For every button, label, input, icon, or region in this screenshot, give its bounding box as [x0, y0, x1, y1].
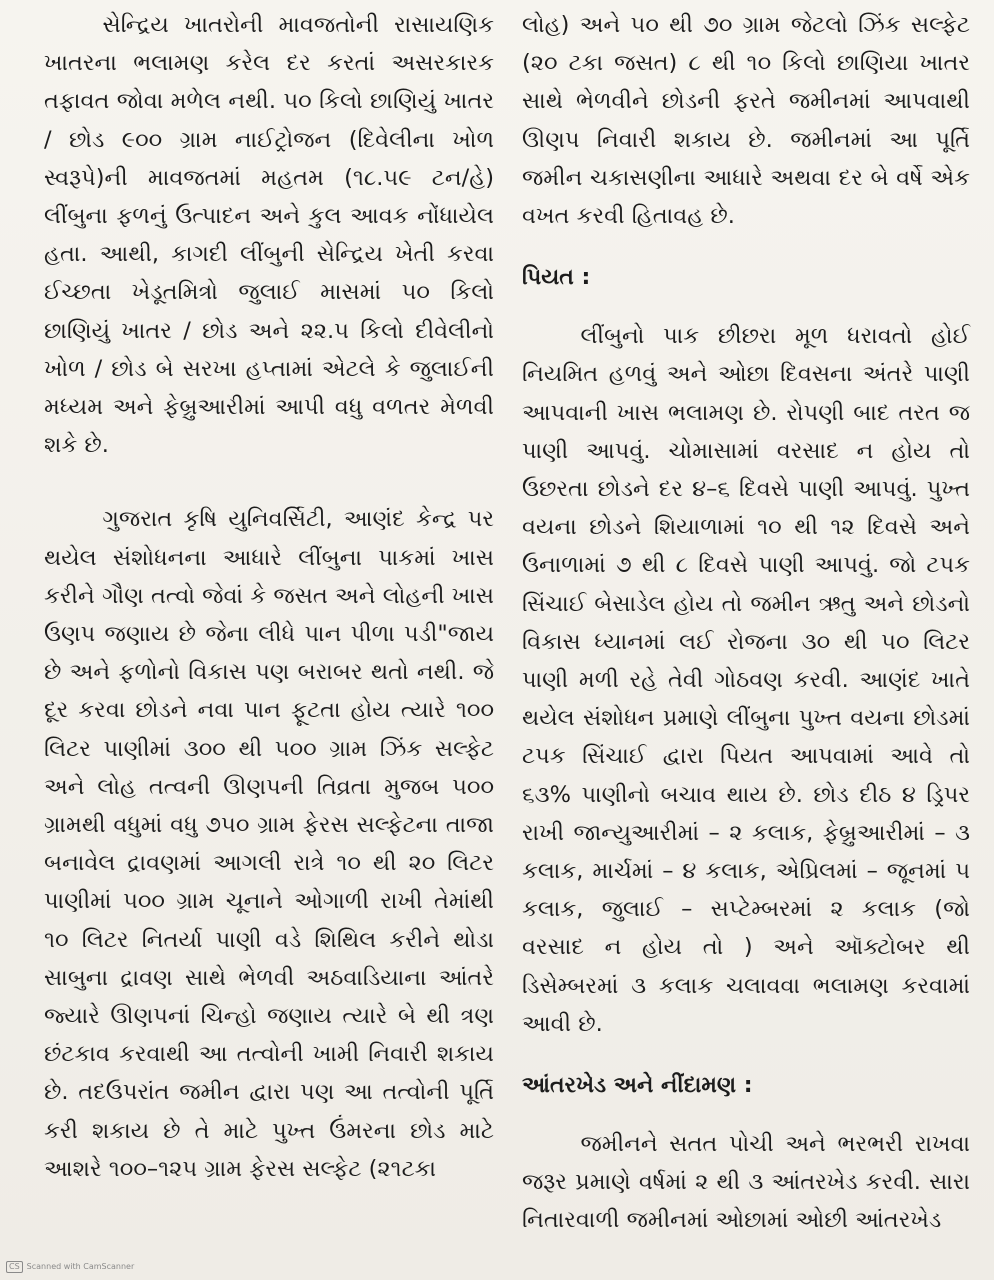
scanner-watermark: [6, 1260, 134, 1274]
right-column: [522, 6, 970, 1240]
right-paragraph-weeding: જમીનને સતત પોચી અને ભરભરી રાખવા જરૂર પ્રમાણે વર્ષમાં ૨ થી ૩ આંતરખેડ કરવી. સારા નિતારવાળી જમીનમાં ઓછામાં ઓછી આંતરખેડ: [522, 1131, 970, 1234]
heading-irrigation: પિયત :: [522, 265, 591, 291]
left-paragraph-micronutrients: ગુજરાત કૃષિ યુનિવર્સિટી, આણંદ કેન્દ્ર પર થયેલ સંશોધનના આધારે લીંબુના પાકમાં ખાસ કરીને ગૌણ તત્વો જેવાં કે જસત અને લોહની ખાસ ઉણપ જણાય છે જેના લીધે પાન પીળા પડી"જાય છે અને ફળોનો વિકાસ પણ બરાબર થતો નથી. જે દૂર કરવા છોડને નવા પાન ફૂટતા હોય ત્યારે ૧૦૦ લિટર પાણીમાં ૩૦૦ થી ૫૦૦ ગ્રામ ઝિંક સલ્ફેટ અને લોહ તત્વની ઊણપની તિવ્રતા મુજબ ૫૦૦ ગ્રામથી વધુમાં વધુ ૭૫૦ ગ્રામ ફેરસ સલ્ફેટના તાજા બનાવેલ દ્રાવણમાં આગલી રાત્રે ૧૦ થી ૨૦ લિટર પાણીમાં ૫૦૦ ગ્રામ ચૂનાને ઓગાળી રાખી તેમાંથી ૧૦ લિટર નિતર્યા પાણી વડે શિથિલ કરીને થોડા સાબુના દ્રાવણ સાથે ભેળવી અઠવાડિયાના આંતરે જ્યારે ઊણપનાં ચિન્હો જણાય ત્યારે બે થી ત્રણ છંટકાવ કરવાથી આ તત્વોની ખામી નિવારી શકાય છે. તદઉપરાંત જમીન દ્વારા પણ આ તત્વોની પૂર્તિ કરી શકાય છે તે માટે પુખ્ત ઉંમરના છોડ માટે આશરે ૧૦૦–૧૨૫ ગ્રામ ફેરસ સલ્ફેટ (૨૧ટકા: [44, 506, 494, 1182]
camscanner-logo-icon: CS: [6, 1261, 23, 1273]
left-paragraph-organic-manure: સેન્દ્રિય ખાતરોની માવજતોની રાસાયણિક ખાતરના ભલામણ કરેલ દર કરતાં અસરકારક તફાવત જોવા મળેલ નથી. ૫૦ કિલો છાણિયું ખાતર / છોડ ૯૦૦ ગ્રામ નાઈટ્રોજન (દિવેલીના ખોળ સ્વરૂપે)ની માવજતમાં મહતમ (૧૮.૫૯ ટન/હે) લીંબુના ફળનું ઉત્પાદન અને કુલ આવક નોંધાયેલ હતા. આથી, કાગદી લીંબુની સેન્દ્રિય ખેતી કરવા ઈચ્છતા ખેડૂતમિત્રો જુલાઈ માસમાં ૫૦ કિલો છાણિયું ખાતર / છોડ અને ૨૨.૫ કિલો દીવેલીનો ખોળ / છોડ બે સરખા હપ્તામાં એટલે કે જુલાઈની મધ્યમ અને ફેબ્રુઆરીમાં આપી વધુ વળતર મેળવી શકે છે.: [44, 12, 494, 459]
left-column: [44, 6, 494, 1188]
heading-weeding: આંતરખેડ અને નીંદામણ :: [522, 1073, 753, 1099]
scanner-watermark-text: Scanned with CamScanner: [26, 1262, 135, 1271]
right-paragraph-irrigation: લીંબુનો પાક છીછરા મૂળ ધરાવતો હોઈ નિયમિત હળવું અને ઓછા દિવસના અંતરે પાણી આપવાની ખાસ ભલામણ છે. રોપણી બાદ તરત જ પાણી આપવું. ચોમાસામાં વરસાદ ન હોય તો ઉછરતા છોડને દર ૪–૬ દિવસે પાણી આપવું. પુખ્ત વયના છોડને શિયાળામાં ૧૦ થી ૧૨ દિવસે અને ઉનાળામાં ૭ થી ૮ દિવસે પાણી આપવું. જો ટપક સિંચાઈ બેસાડેલ હોય તો જમીન ઋતુ અને છોડનો વિકાસ ધ્યાનમાં લઈ રોજના ૩૦ થી ૫૦ લિટર પાણી મળી રહે તેવી ગોઠવણ કરવી. આણંદ ખાતે થયેલ સંશોધન પ્રમાણે લીંબુના પુખ્ત વયના છોડમાં ટપક સિંચાઈ દ્વારા પિયત આપવામાં આવે તો ૬૩% પાણીનો બચાવ થાય છે. છોડ દીઠ ૪ ડ્રિપર રાખી જાન્યુઆરીમાં – ૨ કલાક, ફેબ્રુઆરીમાં – ૩ કલાક, માર્ચમાં – ૪ કલાક, એપ્રિલમાં – જૂનમાં ૫ કલાક, જુલાઈ – સપ્ટેમ્બરમાં ૨ કલાક (જો વરસાદ ન હોય તો ) અને ઑક્ટોબર થી ડિસેમ્બરમાં ૩ કલાક ચલાવવા ભલામણ કરવામાં આવી છે.: [522, 323, 970, 1037]
right-paragraph-continuation: લોહ) અને ૫૦ થી ૭૦ ગ્રામ જેટલો ઝિંક સલ્ફેટ (૨૦ ટકા જસત) ૮ થી ૧૦ કિલો છાણિયા ખાતર સાથે ભેળવીને છોડની ફરતે જમીનમાં આપવાથી ઊણપ નિવારી શકાય છે. જમીનમાં આ પૂર્તિ જમીન ચકાસણીના આધારે અથવા દર બે વર્ષે એક વખત કરવી હિતાવહ છે.: [522, 12, 970, 230]
